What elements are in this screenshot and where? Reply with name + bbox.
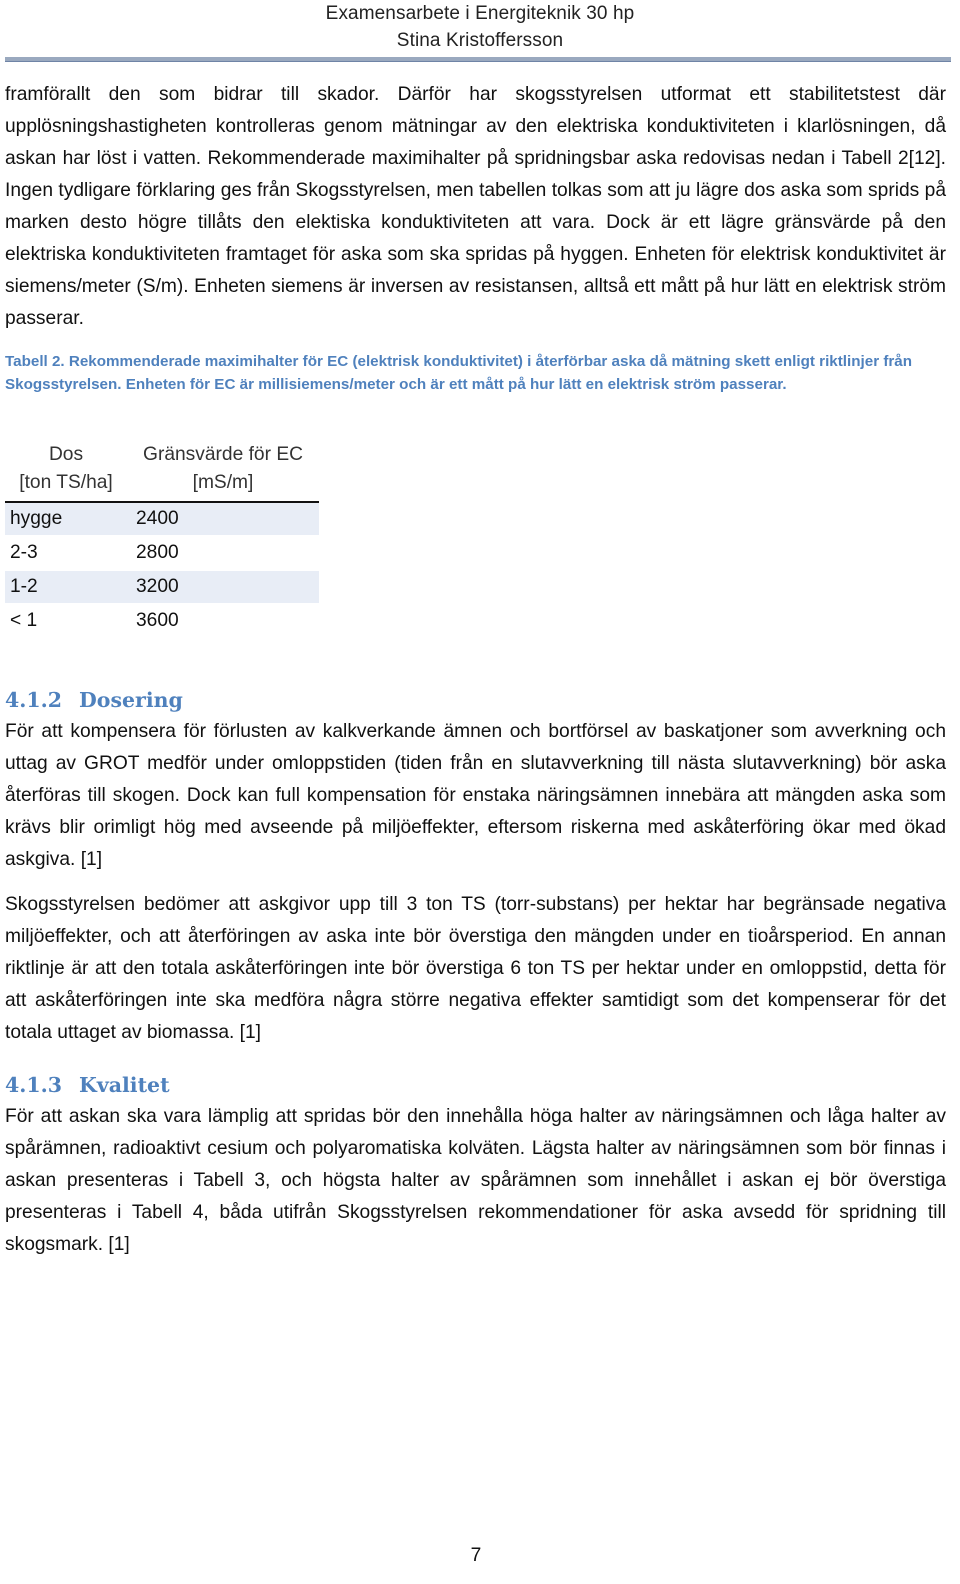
table-row bbox=[5, 571, 319, 603]
ec-limits-table bbox=[5, 441, 319, 639]
table-header-row bbox=[5, 441, 319, 502]
cell-dose: 1-2 bbox=[5, 571, 127, 603]
section-number: 4.1.3 bbox=[5, 1073, 63, 1097]
page-number: 7 bbox=[470, 1545, 482, 1566]
cell-limit: 3600 bbox=[136, 610, 179, 631]
body-paragraph-kvalitet: För att askan ska vara lämplig att spridas bör den innehålla höga halter av näringsämnen och låga halter av spårämnen, radioaktivt cesium och polyaromatiska kolväten. Lägsta halter av näringsämnen som bör finnas i askan presenteras i Tabell 3, och högsta halter av spårämnen som innehållet i askan ej bör överstiga presenteras i Tabell 4, båda utifrån Skogsstyrelsen rekommendationer för aska avsedd för spridning till skogsmark. [1] bbox=[5, 1106, 946, 1255]
column-header-ec-label: Gränsvärde för EC bbox=[143, 444, 303, 465]
column-header-dose-unit: [ton TS/ha] bbox=[19, 472, 113, 493]
table-row bbox=[5, 535, 319, 571]
table-row bbox=[5, 502, 319, 535]
column-header-ec-limit bbox=[127, 441, 319, 502]
section-title: Kvalitet bbox=[79, 1073, 170, 1097]
column-header-dose-label: Dos bbox=[48, 444, 84, 465]
cell-dose: 2-3 bbox=[10, 542, 38, 563]
section-number: 4.1.2 bbox=[5, 688, 63, 712]
table-row bbox=[5, 603, 319, 639]
page-header bbox=[0, 0, 960, 60]
column-header-dose bbox=[5, 441, 127, 502]
cell-dose: < 1 bbox=[10, 610, 38, 631]
section-heading-dosering bbox=[5, 686, 183, 714]
section-title: Dosering bbox=[79, 688, 183, 712]
column-header-ec-unit: [mS/m] bbox=[192, 472, 254, 493]
header-rule bbox=[5, 57, 951, 62]
cell-limit: 2800 bbox=[136, 542, 179, 563]
header-author: Stina Kristoffersson bbox=[396, 30, 564, 51]
body-paragraph-dosering-2: Skogsstyrelsen bedömer att askgivor upp till 3 ton TS (torr-substans) per hektar har begränsade negativa miljöeffekter, och att återföringen av aska inte bör överstiga den mängden under en tioårsperiod. En annan riktlinje är att den totala askåterföringen inte bör överstiga 6 ton TS per hektar under en omloppstid, detta för att askåterföringen inte ska medföra några större negativa effekter samtidigt som det kompenserar för det totala uttaget av biomassa. [1] bbox=[5, 894, 946, 1043]
cell-limit: 3200 bbox=[127, 571, 319, 603]
cell-limit: 2400 bbox=[127, 502, 319, 535]
cell-dose: hygge bbox=[5, 502, 127, 535]
section-heading-kvalitet bbox=[5, 1071, 170, 1099]
body-paragraph-dosering-1: För att kompensera för förlusten av kalkverkande ämnen och bortförsel av baskatjoner som avverkning och uttag av GROT medför under omloppstiden (tiden från en slutavverkning till nästa slutavverkning) bör aska återföras till skogen. Dock kan full kompensation för enstaka näringsämnen innebära att mängden aska som krävs blir orimligt hög med avseende på miljöeffekter, eftersom riskerna med askåterföring ökar med ökad askgiva. [1] bbox=[5, 721, 946, 870]
body-paragraph-intro: framförallt den som bidrar till skador. Därför har skogsstyrelsen utformat ett stabilitetstest där upplösningshastigheten kontrolleras genom mätningar av den elektriska konduktiviteten i klarlösningen, då askan har löst i vatten. Rekommenderade maximihalter på spridningsbar aska redovisas nedan i Tabell 2[12]. Ingen tydligare förklaring ges från Skogsstyrelsen, men tabellen tolkas som att ju lägre dos aska som sprids på marken desto högre tillåts den elektiska konduktiviteten att vara. Dock är ett lägre gränsvärde på den elektriska konduktiviteten framtaget för aska som ska spridas på hyggen. Enheten för elektrisk konduktivitet är siemens/meter (S/m). Enheten siemens är inversen av resistansen, alltså ett mått på hur lätt en elektrisk ström passerar. bbox=[5, 84, 946, 329]
header-title: Examensarbete i Energiteknik 30 hp bbox=[325, 3, 635, 24]
table-caption: Tabell 2. Rekommenderade maximihalter för EC (elektrisk konduktivitet) i återförbar aska då mätning skett enligt riktlinjer från Skogsstyrelsen. Enheten för EC är millisiemens/meter och är ett mått på hur lätt en elektrisk ström passerar. bbox=[5, 353, 913, 393]
